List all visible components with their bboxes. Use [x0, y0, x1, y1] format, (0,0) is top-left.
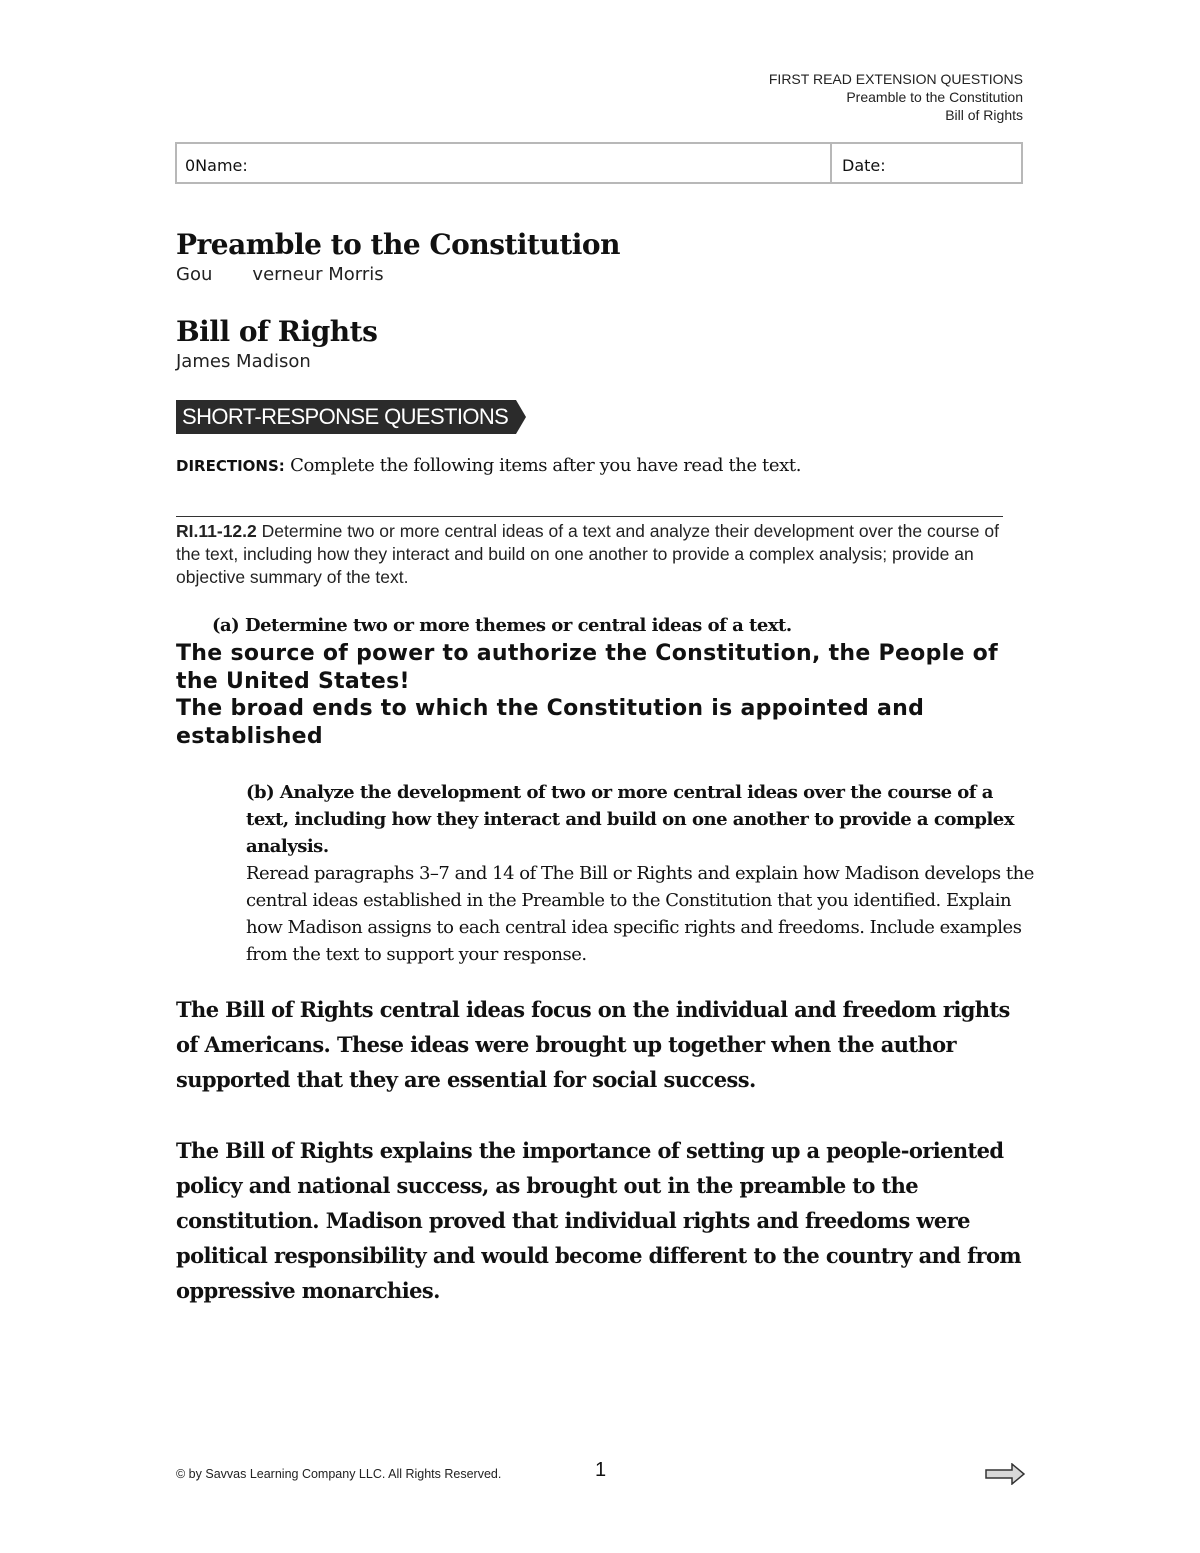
right-arrow-icon[interactable]	[985, 1463, 1025, 1490]
date-label: Date:	[842, 156, 886, 175]
answer-b-paragraph-2: The Bill of Rights explains the importance of setting up a people-oriented policy and national success, as brought out in the preamble to the constitution. Madison proved that individual rights and freedoms were political responsibility and would become different to the country and from oppressive monarchies.	[176, 1138, 1022, 1303]
standard-code: RI.11-12.2	[176, 521, 257, 541]
copyright-notice: © by Savvas Learning Company LLC. All Rights Reserved.	[176, 1467, 502, 1481]
answer-a-line-2: The broad ends to which the Constitution is appointed and established	[176, 696, 925, 749]
header-title-2: Bill of Rights	[945, 107, 1023, 123]
section-banner	[176, 400, 526, 434]
banner-arrow-icon	[516, 400, 526, 434]
section-banner-label: SHORT-RESPONSE QUESTIONS	[176, 400, 516, 434]
answer-a-line-1: The source of power to authorize the Constitution, the People of the United States!	[176, 641, 998, 694]
work-title-bill-of-rights: Bill of Rights	[176, 315, 378, 348]
document-header	[769, 70, 1023, 124]
question-b-prompt: (b) Analyze the development of two or more central ideas over the course of a text, including how they interact and build on one another to provide a complex analysis.	[246, 782, 1014, 857]
answer-a	[176, 640, 1016, 750]
name-field[interactable]	[177, 144, 832, 182]
work-title-preamble: Preamble to the Constitution	[176, 228, 620, 261]
date-field[interactable]	[832, 144, 1021, 182]
question-a-prompt: (a) Determine two or more themes or central ideas of a text.	[212, 615, 792, 636]
header-title-1: Preamble to the Constitution	[846, 89, 1023, 105]
header-worksheet-type: FIRST READ EXTENSION QUESTIONS	[768, 71, 1023, 87]
directions-text: Complete the following items after you have read the text.	[284, 455, 802, 476]
divider	[176, 516, 1003, 517]
standard-description: Determine two or more central ideas of a text and analyze their development over the course of the text, including how they interact and build on one another to provide a complex analysis; provide an objective summary of the text.	[176, 521, 999, 587]
answer-b-paragraph-1: The Bill of Rights central ideas focus on the individual and freedom rights of Americans. These ideas were brought up together when the author supported that they are essential for social success.	[176, 997, 1010, 1092]
name-label: 0Name:	[185, 156, 248, 175]
work-author-preamble: Gou verneur Morris	[176, 264, 384, 285]
question-b-instructions: Reread paragraphs 3–7 and 14 of The Bill or Rights and explain how Madison develops the central ideas established in the Preamble to the Constitution that you identified. Explain how Madison assigns to each central idea specific rights and freedoms. Include examples from the text to support your response.	[246, 863, 1034, 965]
question-b	[246, 779, 1036, 968]
standard-text	[176, 520, 1026, 589]
work-author-bill-of-rights: James Madison	[176, 351, 311, 372]
page-number: 1	[595, 1459, 607, 1481]
directions	[176, 455, 801, 476]
name-date-table	[175, 142, 1023, 184]
directions-label: DIRECTIONS:	[176, 457, 285, 475]
